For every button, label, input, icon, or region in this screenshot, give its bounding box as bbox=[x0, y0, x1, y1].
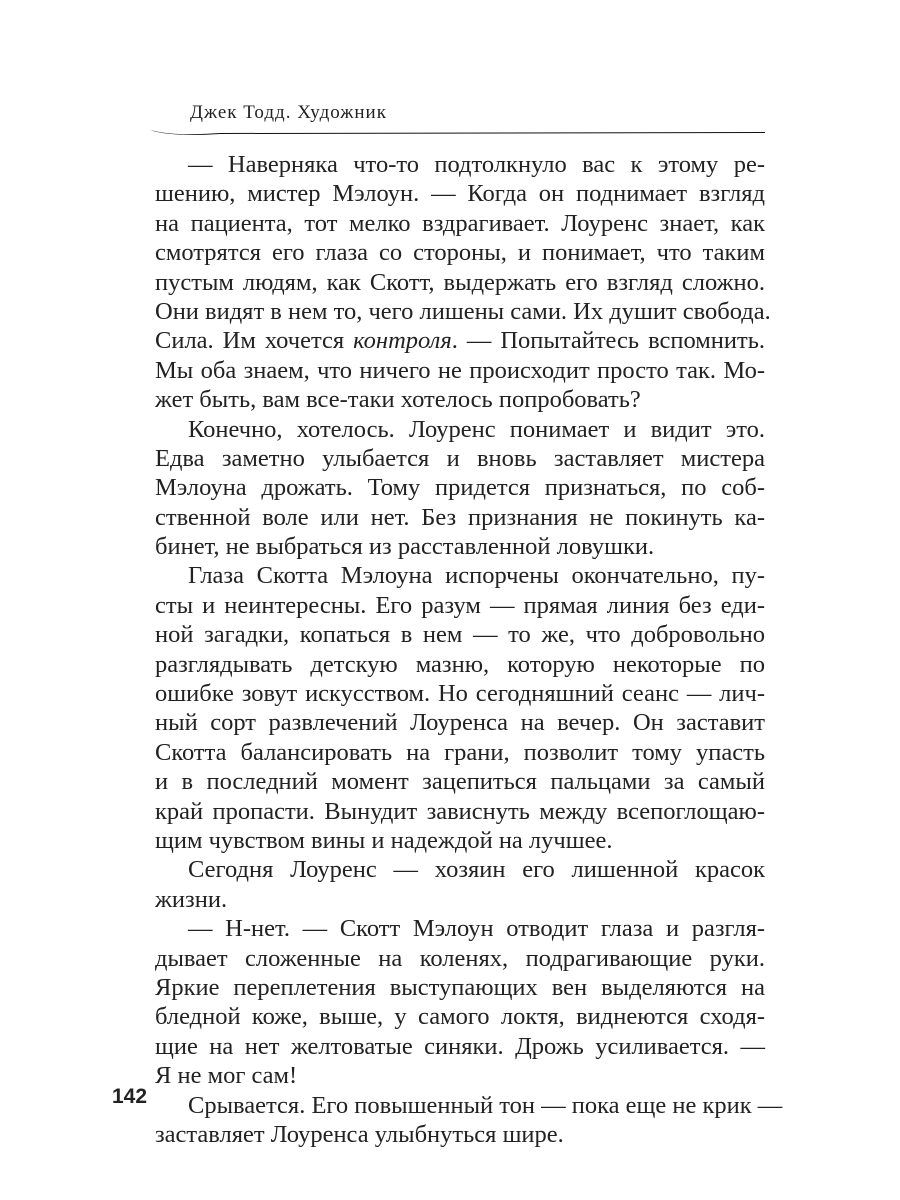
text-line: Я не мог сам! bbox=[155, 1062, 298, 1090]
text-line: Яркие переплетения выступающих вен выделяются на bbox=[155, 973, 765, 1001]
text-line: щим чувством вины и надеждой на лучшее. bbox=[155, 826, 613, 854]
text-line: пустым людям, как Скотт, выдержать его взгляд сложно. bbox=[155, 268, 765, 296]
text-line: шению, мистер Мэлоун. — Когда он поднимает взгляд bbox=[155, 180, 765, 208]
text-line: разглядывать детскую мазню, которую некоторые по bbox=[155, 650, 765, 678]
text-line: Сила. Им хочется контроля. — Попытайтесь вспомнить. bbox=[155, 327, 766, 355]
text-line: сты и неинтересны. Его разум — прямая линия без еди- bbox=[155, 591, 765, 619]
text-line: — Н-нет. — Скотт Мэлоун отводит глаза и разгля- bbox=[188, 915, 765, 943]
text-line: и в последний момент зацепиться пальцами за самый bbox=[155, 768, 765, 796]
text-line: Скотта балансировать на грани, позволит тому упасть bbox=[155, 738, 765, 766]
text-line: Конечно, хотелось. Лоуренс понимает и видит это. bbox=[188, 415, 765, 443]
text-line: бледной коже, выше, у самого локтя, виднеются сходя- bbox=[155, 1003, 765, 1031]
text-line: смотрятся его глаза со стороны, и понимает, что таким bbox=[155, 239, 765, 267]
text-line: дывает сложенные на коленях, подрагивающие руки. bbox=[155, 944, 765, 972]
text-line: Мы оба знаем, что ничего не происходит просто так. Мо- bbox=[155, 356, 765, 384]
running-head: Джек Тодд. Художник bbox=[190, 102, 387, 123]
text-line: ный сорт развлечений Лоуренса на вечер. Он заставит bbox=[155, 709, 765, 737]
text-line: Они видят в нем то, чего лишены сами. Их душит свобода. bbox=[155, 297, 771, 325]
header-rule bbox=[150, 126, 765, 138]
text-line: Глаза Скотта Мэлоуна испорчены окончательно, пу- bbox=[188, 562, 765, 590]
text-line: заставляет Лоуренса улыбнуться шире. bbox=[155, 1120, 564, 1148]
text-line: на пациента, тот мелко вздрагивает. Лоуренс знает, как bbox=[155, 209, 765, 237]
text-line: щие на нет желтоватые синяки. Дрожь усиливается. — bbox=[155, 1032, 765, 1060]
emphasis-word: контроля bbox=[353, 327, 452, 355]
text-line: жизни. bbox=[155, 885, 228, 913]
text-line: Едва заметно улыбается и вновь заставляет мистера bbox=[155, 444, 765, 472]
text-line: бинет, не выбраться из расставленной ловушки. bbox=[155, 533, 655, 561]
text-line: Мэлоуна дрожать. Тому придется признаться, по соб- bbox=[155, 474, 765, 502]
text-line: край пропасти. Вынудит зависнуть между всепоглощаю- bbox=[155, 797, 765, 825]
text-line: ной загадки, копаться в нем — то же, что добровольно bbox=[155, 621, 765, 649]
text-line: ошибке зовут искусством. Но сегодняшний сеанс — лич- bbox=[155, 680, 765, 708]
text-line: жет быть, вам все-таки хотелось попробовать? bbox=[155, 386, 641, 414]
text-line: Сегодня Лоуренс — хозяин его лишенной красок bbox=[188, 856, 765, 884]
text-line: ственной воле или нет. Без признания не покинуть ка- bbox=[155, 503, 765, 531]
page-number: 142 bbox=[112, 1085, 148, 1108]
text-line: — Наверняка что-то подтолкнуло вас к этому ре- bbox=[188, 151, 765, 178]
body-text bbox=[155, 150, 783, 1149]
text-line: Срывается. Его повышенный тон — пока еще не крик — bbox=[188, 1091, 783, 1119]
